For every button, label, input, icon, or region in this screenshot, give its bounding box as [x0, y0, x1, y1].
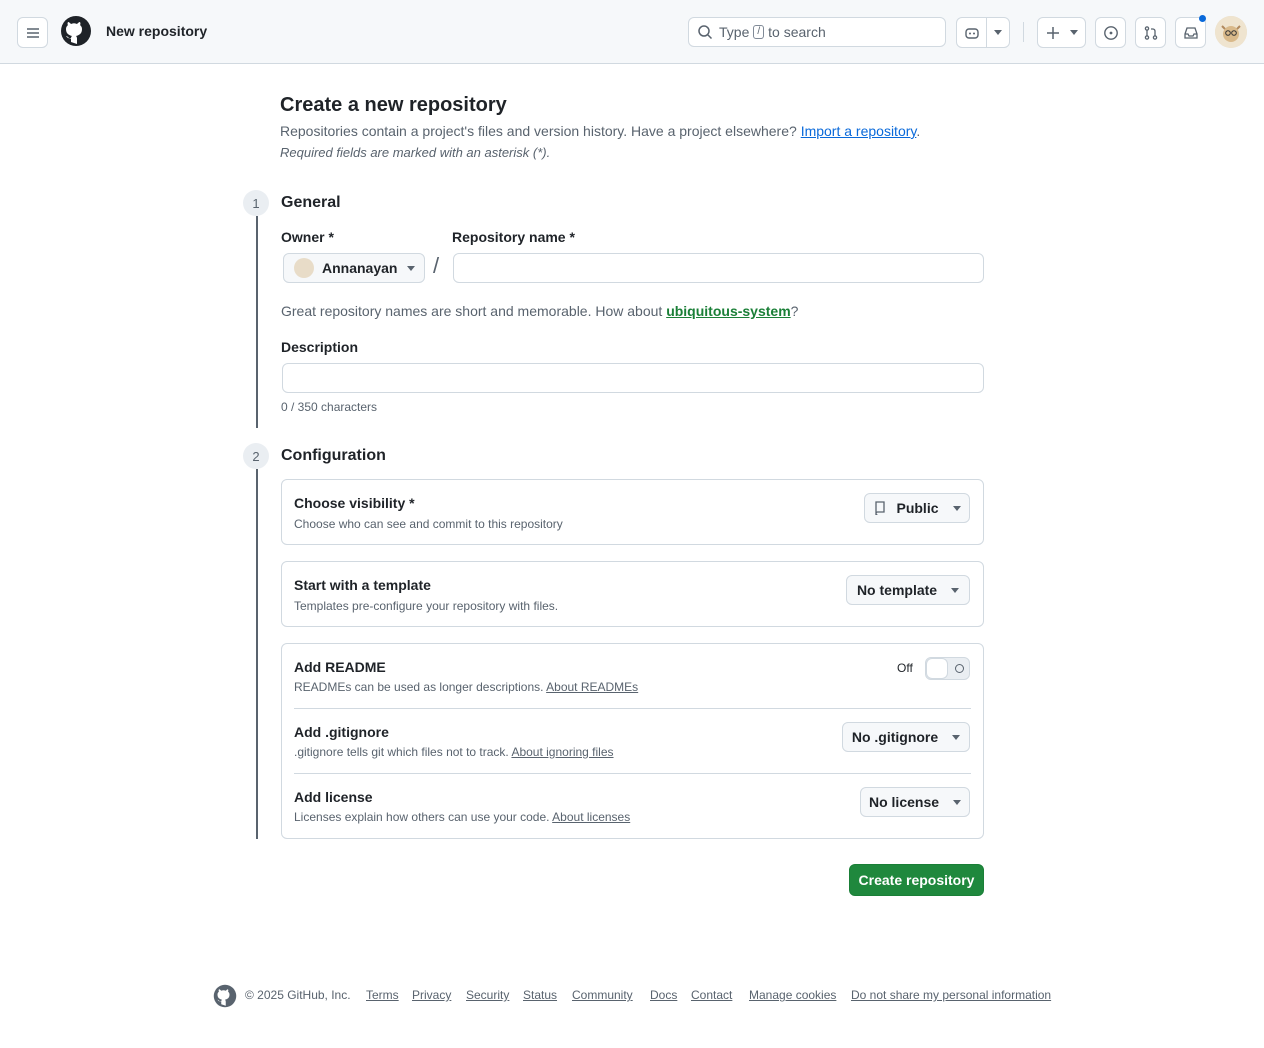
owner-avatar — [294, 258, 314, 278]
issues-button[interactable] — [1095, 17, 1126, 48]
description-input[interactable] — [282, 363, 984, 393]
about-readmes-link[interactable]: About READMEs — [546, 680, 639, 694]
owner-dropdown[interactable] — [283, 253, 425, 283]
chevron-down-icon — [953, 506, 961, 511]
search-suffix: to search — [768, 24, 826, 40]
repo-icon — [873, 501, 887, 515]
copyright: © 2025 GitHub, Inc. — [245, 988, 351, 1002]
step-rail — [256, 469, 258, 839]
gitignore-desc-text: .gitignore tells git which files not to track. — [294, 745, 509, 759]
step-rail — [256, 216, 258, 428]
required-note: Required fields are marked with an asterisk (*). — [280, 145, 551, 160]
chevron-down-icon — [951, 588, 959, 593]
plus-icon — [1046, 26, 1060, 40]
chevron-down-icon — [407, 266, 415, 271]
license-dropdown[interactable] — [860, 787, 970, 817]
template-desc: Templates pre-configure your repository with files. — [294, 599, 559, 613]
footer-link-terms[interactable]: Terms — [366, 988, 399, 1002]
issues-icon — [1103, 25, 1119, 41]
gitignore-value: No .gitignore — [851, 729, 939, 745]
github-logo-link[interactable] — [60, 15, 92, 47]
step-number-1: 1 — [243, 190, 269, 216]
gitignore-desc — [294, 745, 614, 759]
user-avatar-button[interactable] — [1215, 16, 1247, 48]
readme-title: Add README — [294, 659, 386, 675]
readme-toggle-label: Off — [897, 661, 913, 675]
footer-link-status[interactable]: Status — [523, 988, 558, 1002]
github-logo-icon — [60, 15, 92, 47]
template-value: No template — [856, 582, 938, 598]
toggle-off-icon — [955, 664, 964, 673]
repository-name-input[interactable] — [453, 253, 984, 283]
name-suggestion-hint — [281, 303, 798, 319]
about-ignoring-files-link[interactable]: About ignoring files — [511, 745, 614, 759]
footer-link-community[interactable]: Community — [572, 988, 633, 1002]
import-repository-link[interactable]: Import a repository — [800, 123, 917, 139]
description-label: Description — [281, 339, 359, 355]
readme-desc-text: READMEs can be used as longer descriptions. — [294, 680, 544, 694]
search-icon — [697, 24, 713, 40]
repository-name-label: Repository name * — [452, 229, 575, 245]
visibility-dropdown[interactable] — [864, 493, 970, 523]
license-desc-text: Licenses explain how others can use your code. — [294, 810, 550, 824]
visibility-title: Choose visibility * — [294, 495, 415, 511]
visibility-desc: Choose who can see and commit to this repository — [294, 517, 563, 531]
pull-requests-button[interactable] — [1135, 17, 1166, 48]
footer-link-contact[interactable]: Contact — [691, 988, 733, 1002]
search-shortcut-key: / — [753, 25, 764, 39]
footer-link-privacy[interactable]: Privacy — [412, 988, 452, 1002]
search-input[interactable] — [688, 17, 946, 47]
copilot-menu-button[interactable] — [986, 17, 1010, 48]
footer-link-manage-cookies[interactable]: Manage cookies — [749, 988, 837, 1002]
hamburger-icon — [25, 25, 41, 41]
gitignore-dropdown[interactable] — [842, 722, 970, 752]
chevron-down-icon — [953, 800, 961, 805]
hamburger-menu-button[interactable] — [17, 17, 48, 48]
copilot-icon — [964, 25, 980, 41]
license-title: Add license — [294, 789, 373, 805]
visibility-value: Public — [896, 500, 939, 516]
notification-dot — [1199, 15, 1206, 22]
toggle-knob — [926, 658, 948, 679]
github-footer-logo-icon[interactable] — [213, 984, 237, 1008]
create-repository-button[interactable]: Create repository — [849, 864, 984, 896]
avatar-icon — [1215, 16, 1247, 48]
footer-link-docs[interactable]: Docs — [650, 988, 678, 1002]
step-number-2: 2 — [243, 443, 269, 469]
owner-label: Owner * — [281, 229, 334, 245]
owner-value: Annanayan — [322, 260, 398, 276]
chevron-down-icon — [1070, 30, 1078, 35]
copilot-button[interactable] — [956, 17, 987, 48]
license-desc — [294, 810, 630, 824]
inbox-icon — [1183, 25, 1199, 41]
suggested-name-link[interactable]: ubiquitous-system — [666, 303, 791, 319]
hint-suffix: ? — [790, 303, 799, 319]
template-title: Start with a template — [294, 577, 431, 593]
footer-link-do-not-share[interactable]: Do not share my personal information — [851, 988, 1052, 1002]
page-intro — [280, 123, 920, 139]
readme-desc — [294, 680, 638, 694]
chevron-down-icon — [994, 30, 1002, 35]
footer-link-security[interactable]: Security — [466, 988, 510, 1002]
readme-toggle[interactable] — [925, 657, 970, 680]
page-title: Create a new repository — [280, 94, 507, 116]
readme-row — [282, 644, 983, 708]
header-divider — [1023, 22, 1024, 42]
license-value: No license — [868, 794, 940, 810]
hint-prefix: Great repository names are short and memorable. How about — [281, 303, 663, 319]
context-title: New repository — [106, 23, 208, 39]
template-dropdown[interactable] — [846, 575, 970, 605]
chevron-down-icon — [952, 735, 960, 740]
configuration-heading: Configuration — [281, 447, 386, 464]
about-licenses-link[interactable]: About licenses — [552, 810, 631, 824]
pull-requests-icon — [1143, 25, 1159, 41]
intro-text: Repositories contain a project's files and version history. Have a project elsewhere? — [280, 123, 797, 139]
gitignore-title: Add .gitignore — [294, 724, 389, 740]
footer — [0, 984, 1264, 1008]
general-heading: General — [281, 194, 341, 211]
character-count: 0 / 350 characters — [281, 400, 378, 414]
owner-repo-separator: / — [433, 253, 440, 278]
intro-period: . — [916, 123, 921, 139]
create-new-button[interactable] — [1037, 17, 1086, 48]
search-prefix: Type — [719, 24, 750, 40]
top-header — [0, 0, 1264, 64]
